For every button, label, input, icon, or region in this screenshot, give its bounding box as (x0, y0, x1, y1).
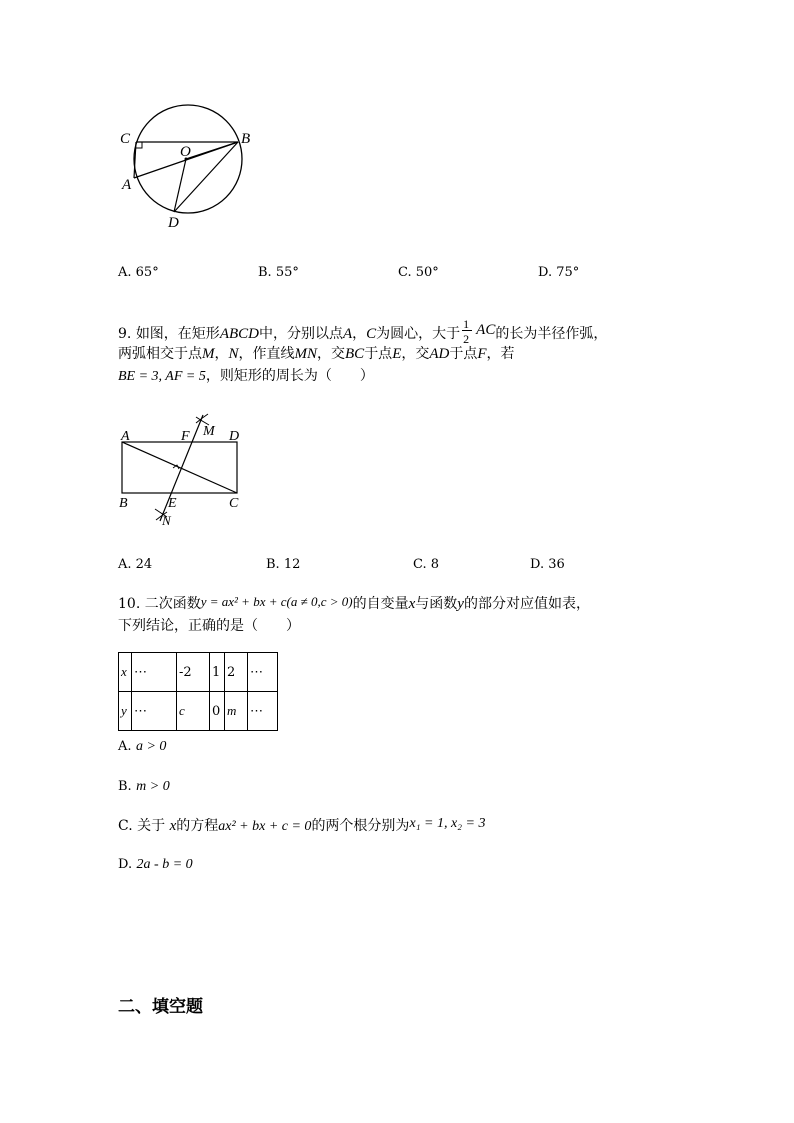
q9-l2d: ，交 (317, 346, 346, 362)
q9-frac-den: 2 (463, 332, 470, 346)
q9-pt-c: C (366, 326, 377, 342)
q9-l2e: 于点 (364, 346, 393, 362)
q10-opt-d-math: 2a - b = 0 (136, 857, 193, 872)
q9-text1: 如图，在矩形 (135, 326, 220, 342)
q8-option-a: A. 65° (118, 265, 159, 280)
q10-x: x (408, 596, 416, 612)
q10-opt-d-label: D. (118, 857, 133, 872)
q9-text3: ， (352, 326, 367, 342)
table-cell: 0 (210, 692, 225, 731)
q9-number: 9. (118, 326, 132, 342)
q10-option-d (118, 854, 193, 875)
label-o: O (180, 144, 191, 160)
q10-line1 (118, 592, 590, 614)
q9-l2f: ，交 (401, 346, 430, 362)
q10-option-c (118, 814, 486, 837)
q10-opt-c-text1: 的方程 (176, 818, 219, 834)
q9-l2a: 两弧相交于点 (118, 346, 202, 362)
q10-y: y (457, 596, 464, 612)
q10-opt-b-label: B. (118, 779, 132, 794)
q9-text2: 中，分别以点 (258, 326, 343, 342)
table-cell: c (177, 692, 210, 731)
q8-option-b: B. 55° (258, 265, 299, 280)
table-cell: -2 (177, 653, 210, 692)
q10-text3: 与函数 (415, 596, 458, 612)
q10-line2: 下列结论，正确的是（ ） (118, 618, 300, 634)
table-cell: y (119, 692, 132, 731)
q9-option-c: C. 8 (413, 557, 440, 572)
q10-opt-c-label: C. 关于 (118, 818, 166, 834)
q9-ad: AD (429, 346, 450, 362)
q9-pt-m: M (202, 346, 215, 362)
q10-text4: 的部分对应值如表， (463, 596, 590, 612)
q10-text1: 二次函数 (144, 596, 201, 612)
label-a: A (121, 429, 130, 444)
q9-fraction (460, 316, 476, 346)
table-row (119, 692, 278, 731)
q9-l2b: ， (214, 346, 229, 362)
value-table (118, 652, 278, 731)
q9-pt-e: E (392, 346, 402, 362)
label-d: D (229, 429, 240, 444)
q10-opt-c-roots: x₁ = 1, x₂ = 3 (409, 816, 486, 831)
label-c: C (120, 131, 131, 147)
table-cell: 2 (225, 653, 248, 692)
q8-option-d: D. 75° (538, 265, 580, 280)
table-cell: m (225, 692, 248, 731)
label-e: E (168, 496, 177, 511)
table-row (119, 653, 278, 692)
q9-l2g: 于点 (449, 346, 478, 362)
q9-line3 (118, 366, 374, 387)
table-cell: x (119, 653, 132, 692)
label-n: N (162, 513, 171, 528)
label-a: A (122, 177, 132, 193)
q9-pt-n: N (228, 346, 239, 362)
q9-option-b: B. 12 (266, 557, 301, 572)
table-cell: 1 (210, 653, 225, 692)
rectangle-figure (112, 405, 252, 530)
q10-func: y = ax² + bx + c(a ≠ 0,c > 0) (200, 594, 353, 609)
q10-option-a (118, 736, 166, 757)
table-cell: ⋯ (248, 653, 278, 692)
q9-given: BE = 3, AF = 5 (118, 369, 206, 384)
q10-text2: 的自变量 (352, 596, 409, 612)
q9-pt-f: F (477, 346, 487, 362)
label-b: B (241, 131, 251, 147)
table-cell: ⋯ (132, 692, 177, 731)
q9-option-d: D. 36 (530, 557, 565, 572)
q10-opt-a-math: a > 0 (135, 739, 167, 754)
q10-opt-c-text2: 的两个根分别为 (311, 818, 410, 834)
q9-option-a: A. 24 (118, 557, 153, 572)
label-f: F (181, 429, 190, 444)
q10-number: 10. (118, 596, 141, 612)
section-title: 二、填空题 (118, 997, 203, 1017)
q10-opt-a-label: A. (118, 739, 132, 754)
q9-text5: 的长为半径作弧， (495, 326, 608, 342)
q9-frac-ac: AC (476, 322, 496, 338)
q9-abcd: ABCD (219, 326, 259, 342)
q9-line3-text: ，则矩形的周长为（ ） (205, 368, 374, 384)
q9-bc: BC (345, 346, 365, 362)
label-c: C (229, 496, 239, 511)
segment-od (174, 159, 186, 212)
q10-option-b (118, 776, 170, 797)
label-b: B (119, 496, 128, 511)
q9-line2 (118, 344, 515, 364)
q9-text4: 为圆心，大于 (376, 326, 461, 342)
q9-line1 (118, 316, 607, 346)
circle-figure (110, 100, 270, 235)
q10-opt-c-eq: ax² + bx + c = 0 (218, 819, 312, 834)
table-cell: ⋯ (248, 692, 278, 731)
diagonal-ac (122, 442, 237, 493)
q10-opt-c-x: x (169, 818, 177, 834)
q9-l2c: ，作直线 (238, 346, 295, 362)
table-cell: ⋯ (132, 653, 177, 692)
label-d: D (168, 215, 179, 231)
q10-opt-b-math: m > 0 (136, 779, 170, 794)
q9-mn: MN (294, 346, 318, 362)
q9-frac-num: 1 (463, 317, 470, 331)
label-m: M (203, 424, 215, 439)
q9-l2h: ，若 (486, 346, 515, 362)
q8-option-c: C. 50° (398, 265, 439, 280)
q9-pt-a: A (342, 326, 353, 342)
section-heading (118, 992, 203, 1017)
